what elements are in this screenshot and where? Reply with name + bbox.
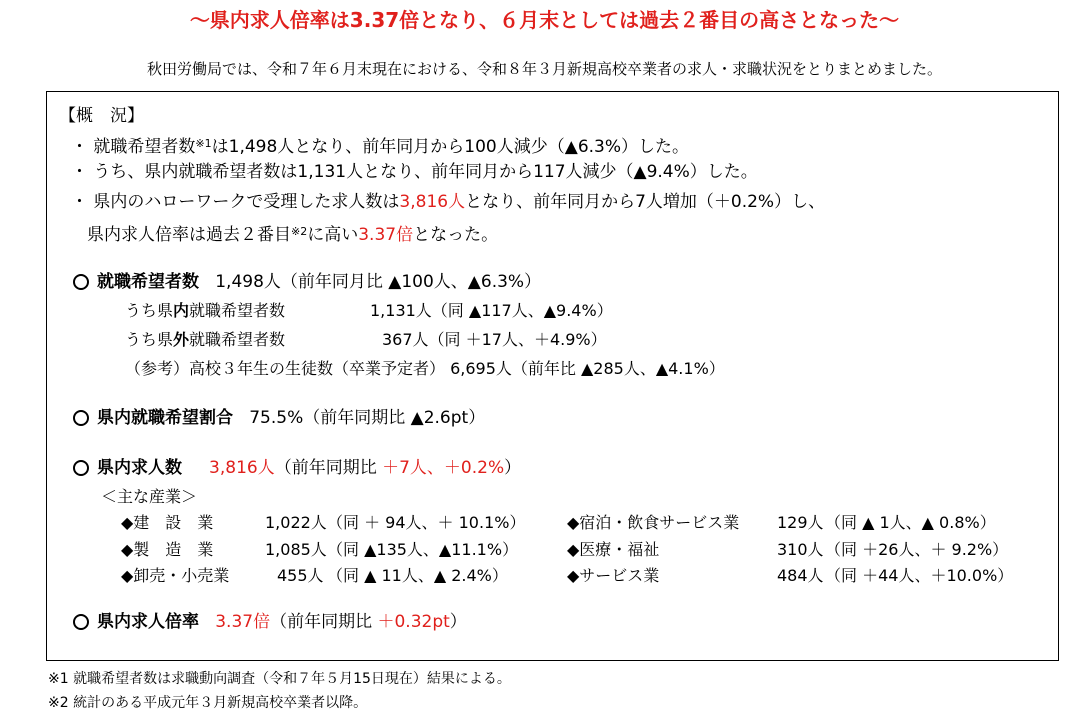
industry-name: ◆サービス業 <box>567 566 660 585</box>
footnote-2: ※2 統計のある平成元年３月新規高校卒業者以降。 <box>48 695 368 711</box>
section-job-openings: 県内求人数 3,816人（前年同期比 ＋7人、＋0.2%） <box>73 456 521 480</box>
industry-count: 310人 <box>777 540 824 559</box>
industry-diff: （同 ＋44人、＋10.0%） <box>825 566 1014 585</box>
industry-diff: （同 ＋ 94人、＋ 10.1%） <box>327 513 526 532</box>
industry-name: ◆卸売・小売業 <box>121 566 230 585</box>
circle-icon <box>73 460 89 476</box>
summary-box <box>46 91 1059 661</box>
industry-name: ◆建 設 業 <box>121 513 214 532</box>
section-in-pref-ratio: 県内就職希望割合 75.5%（前年同期比 ▲2.6pt） <box>73 406 485 430</box>
industry-diff: （同 ▲ 1人、▲ 0.8%） <box>825 513 996 532</box>
industry-name: ◆医療・福祉 <box>567 540 660 559</box>
industry-name: ◆宿泊・飲食サービス業 <box>567 513 740 532</box>
intro-text: 秋田労働局では、令和７年６月末現在における、令和８年３月新規高校卒業者の求人・求職状況をとりまとめました。 <box>146 60 942 78</box>
industry-count: 1,022人 <box>265 513 327 532</box>
overview-bullet-2: ・ うち、県内就職希望者数は1,131人となり、前年同月から117人減少（▲9.4%）した。 <box>71 162 758 182</box>
overview-bullet-3: ・ 県内のハローワークで受理した求人数は3,816人となり、前年同月から7人増加（＋0.2%）し、 <box>71 192 826 212</box>
overview-bullet-3-cont: 県内求人倍率は過去２番目$^{※2}$に高い3.37倍となった。 <box>87 225 499 245</box>
out-pref-seekers-value: 367人（同 ＋17人、＋4.9%） <box>382 330 607 349</box>
out-pref-seekers: うち県外就職希望者数 <box>125 330 286 349</box>
circle-icon <box>73 614 89 630</box>
industry-count: 455人 <box>277 566 324 585</box>
overview-bullet-1: ・ 就職希望者数$^{※1}$は1,498人となり、前年同月から100人減少（▲6.3%）した。 <box>71 137 690 157</box>
circle-icon <box>73 410 89 426</box>
industry-diff: （同 ▲ 11人、▲ 2.4%） <box>327 566 508 585</box>
in-pref-seekers-value: 1,131人（同 ▲117人、▲9.4%） <box>370 301 613 320</box>
page-title: ～県内求人倍率は3.37倍となり、６月末としては過去２番目の高さとなった～ <box>189 8 900 32</box>
in-pref-seekers: うち県内就職希望者数 <box>125 301 286 320</box>
industry-diff: （同 ＋26人、＋ 9.2%） <box>825 540 1009 559</box>
industry-diff: （同 ▲135人、▲11.1%） <box>327 540 519 559</box>
overview-heading: 【概 況】 <box>59 106 144 126</box>
footnote-1: ※1 就職希望者数は求職動向調査（令和７年５月15日現在）結果による。 <box>48 671 511 687</box>
industries-heading: ＜主な産業＞ <box>101 487 198 506</box>
industry-count: 129人 <box>777 513 824 532</box>
industry-count: 484人 <box>777 566 824 585</box>
reference-students: （参考）高校３年生の生徒数（卒業予定者） 6,695人（前年比 ▲285人、▲4.1%） <box>125 359 725 378</box>
industry-count: 1,085人 <box>265 540 327 559</box>
section-openings-ratio: 県内求人倍率 3.37倍（前年同期比 ＋0.32pt） <box>73 610 467 634</box>
section-job-seekers: 就職希望者数 1,498人（前年同月比 ▲100人、▲6.3%） <box>73 270 541 294</box>
circle-icon <box>73 274 89 290</box>
industry-name: ◆製 造 業 <box>121 540 214 559</box>
